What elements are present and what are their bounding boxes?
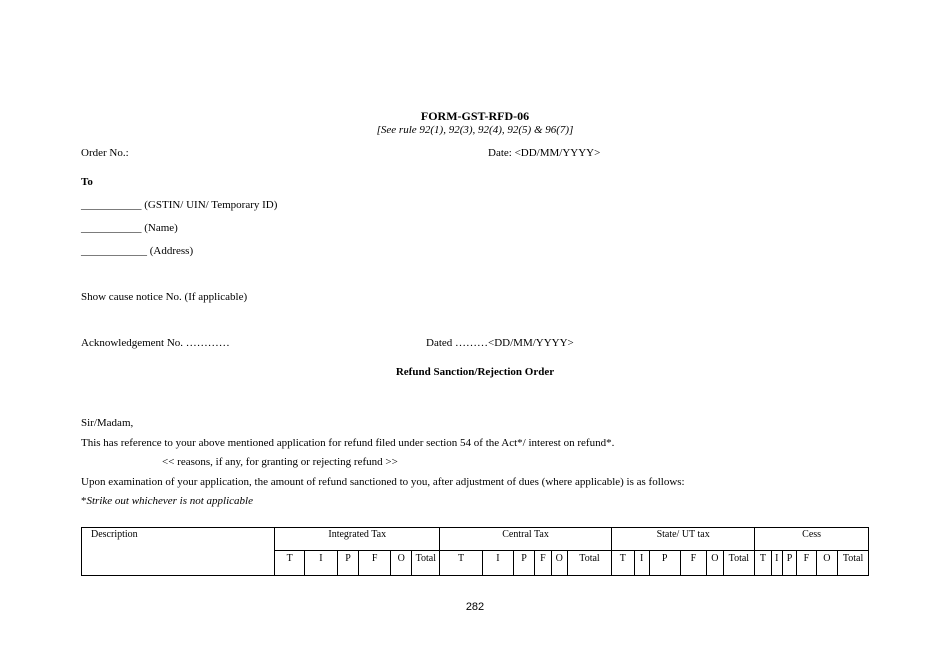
sgst-i-header: I [634,551,649,576]
cess-o-header: O [816,551,837,576]
order-no-label: Order No.: [81,147,129,159]
cgst-o-header: O [551,551,567,576]
description-header: Description [82,528,275,576]
cess-header: Cess [755,528,869,551]
cgst-total-header: Total [567,551,611,576]
igst-i-header: I [305,551,338,576]
order-heading: Refund Sanction/Rejection Order [395,366,555,378]
to-label: To [81,176,93,188]
address-line: ____________ (Address) [81,245,194,257]
note-asterisk: * [81,495,87,507]
cess-f-header: F [797,551,816,576]
igst-p-header: P [337,551,358,576]
central-tax-header: Central Tax [440,528,612,551]
note-text: Strike out whichever is not applicable [86,495,253,507]
strike-out-note [81,495,253,507]
cess-total-header: Total [838,551,869,576]
form-title: FORM-GST-RFD-06 [420,109,530,123]
sgst-t-header: T [612,551,635,576]
cgst-i-header: I [483,551,514,576]
date-label: Date: <DD/MM/YYYY> [488,147,601,159]
cgst-p-header: P [513,551,534,576]
sgst-f-header: F [680,551,707,576]
igst-o-header: O [390,551,411,576]
gstin-line: ___________ (GSTIN/ UIN/ Temporary ID) [81,199,278,211]
igst-f-header: F [359,551,391,576]
integrated-tax-header: Integrated Tax [275,528,440,551]
name-line: ___________ (Name) [81,222,178,234]
reasons-placeholder: << reasons, if any, for granting or rejecting refund >> [162,456,398,468]
cgst-f-header: F [535,551,551,576]
sgst-p-header: P [649,551,680,576]
cess-p-header: P [782,551,796,576]
cess-t-header: T [755,551,771,576]
paragraph-reference: This has reference to your above mentioned application for refund filed under section 54 of the Act*/ interest on refund*. [81,437,615,449]
sgst-total-header: Total [723,551,755,576]
cess-i-header: I [771,551,782,576]
state-ut-tax-header: State/ UT tax [612,528,755,551]
igst-t-header: T [275,551,305,576]
dated-label: Dated ………<DD/MM/YYYY> [426,337,574,349]
acknowledgement-no: Acknowledgement No. ………… [81,337,230,349]
sgst-o-header: O [707,551,723,576]
rule-reference: [See rule 92(1), 92(3), 92(4), 92(5) & 96(7)] [376,124,574,136]
salutation: Sir/Madam, [81,417,134,429]
page-number: 282 [465,601,485,613]
show-cause-notice: Show cause notice No. (If applicable) [81,291,248,303]
igst-total-header: Total [412,551,440,576]
refund-table [81,527,869,576]
cgst-t-header: T [440,551,483,576]
paragraph-examination: Upon examination of your application, the amount of refund sanctioned to you, after adjustment of dues (where applicable) is as follows: [81,476,685,488]
